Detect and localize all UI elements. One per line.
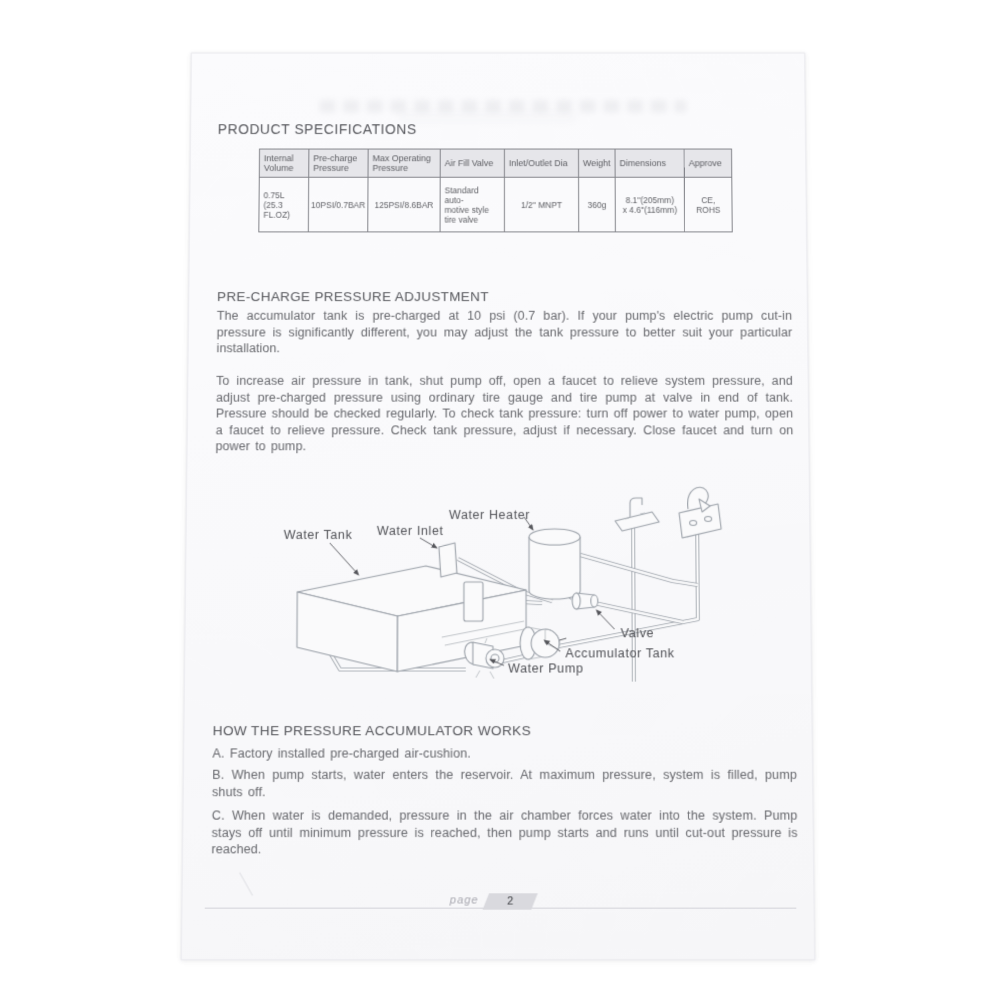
spec-table-header-air-fill-valve: Air Fill Valve xyxy=(441,150,505,178)
water-inlet-label: Water Inlet xyxy=(376,523,444,538)
precharge-heading: PRE-CHARGE PRESSURE ADJUSTMENT xyxy=(216,289,489,304)
spec-table-header-approve: Approve xyxy=(685,150,733,178)
water-tank-arrow xyxy=(330,543,359,575)
spec-table-cell-dimensions: 8.1''(205mm) x 4.6''(116mm) xyxy=(616,178,686,233)
spec-table-header-weight: Weight xyxy=(579,150,616,178)
paper-crease xyxy=(239,872,253,896)
accumulator-tank-shape xyxy=(520,627,566,659)
how-it-works-item-b: B. When pump starts, water enters the reservoir. At maximum pressure, system is filled, pump shuts off. xyxy=(211,767,797,799)
water-heater-label: Water Heater xyxy=(448,507,531,522)
spec-table-cell-weight: 360g xyxy=(579,178,616,233)
spec-table-cell-precharge: 10PSI/0.7BAR xyxy=(309,178,369,233)
spec-table-cell-internal-volume: 0.75L (25.3 FL.OZ) xyxy=(259,178,309,233)
valve-arrow xyxy=(596,610,614,629)
bleedthrough-text-artifact xyxy=(398,114,576,122)
spec-table-cell-inlet-outlet: 1/2'' MNPT xyxy=(505,178,579,233)
footer-page-label: page xyxy=(449,894,479,907)
valve-label: Valve xyxy=(620,626,655,641)
spec-table-cell-approve: CE, ROHS xyxy=(685,178,733,233)
water-pump-label: Water Pump xyxy=(508,661,584,676)
pipe-fitting-shape xyxy=(464,582,483,621)
page-number-badge xyxy=(483,893,538,909)
water-inlet-arrow xyxy=(420,538,437,548)
spec-table-header-precharge: Pre-charge Pressure xyxy=(309,150,368,178)
product-specifications-heading: PRODUCT SPECIFICATIONS xyxy=(217,121,417,137)
spec-table-header-internal-volume: Internal Volume xyxy=(260,150,310,178)
accumulator-tank-label: Accumulator Tank xyxy=(565,646,675,661)
spec-table-header-inlet-outlet: Inlet/Outlet Dia xyxy=(505,150,579,178)
valve-shape xyxy=(572,593,598,609)
spec-table-cell-max-operating: 125PSI/8.6BAR xyxy=(368,178,440,233)
water-inlet-shape xyxy=(439,543,457,577)
precharge-paragraph-2: To increase air pressure in tank, shut pump off, open a faucet to relieve system pressure, and adjust pre-charged pressure using ordinary tire gauge and tire pump at valve in end of tank. Pressure should be checked regularly. To check tank pressure: turn off power to water pump, open a faucet to relieve pressure. Check tank pressure, adjust if necessary. Close faucet and turn on power to pump. xyxy=(215,373,794,454)
spec-table-header-dimensions: Dimensions xyxy=(616,150,685,178)
how-it-works-item-c: C. When water is demanded, pressure in the air chamber forces water into the system. Pump stays off until minimum pressure is reached, then pump starts and runs until cut-out pressure is reached. xyxy=(211,808,798,857)
how-it-works-heading: HOW THE PRESSURE ACCUMULATOR WORKS xyxy=(212,723,532,739)
page-number: 2 xyxy=(507,895,514,908)
bleedthrough-text-artifact xyxy=(320,100,687,113)
precharge-paragraph-1: The accumulator tank is pre-charged at 10 psi (0.7 bar). If your pump's electric pump cut-in pressure is significantly different, you may adjust the tank pressure to better suit your particular installation. xyxy=(216,308,793,356)
specifications-table xyxy=(258,149,732,233)
spec-table-cell-air-fill-valve: Standard auto- motive style tire valve xyxy=(441,178,505,233)
shower-panel-shape xyxy=(679,487,721,538)
faucet-shape xyxy=(615,498,659,531)
water-heater-shape xyxy=(529,529,580,599)
plumbing-diagram xyxy=(240,481,774,710)
spec-table-header-max-operating: Max Operating Pressure xyxy=(369,150,441,178)
document-page xyxy=(181,53,815,960)
water-tank-label: Water Tank xyxy=(283,527,353,542)
how-it-works-item-a: A. Factory installed pre-charged air-cushion. xyxy=(212,746,471,761)
